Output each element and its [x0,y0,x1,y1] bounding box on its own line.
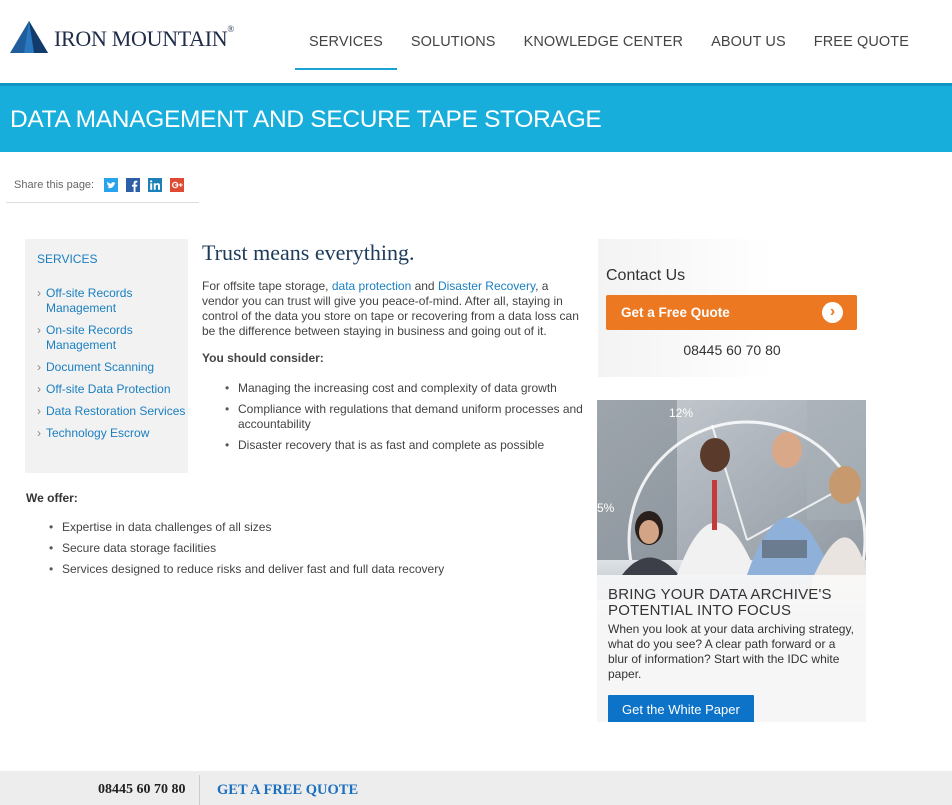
content-heading: Trust means everything. [202,240,415,265]
consider-heading: You should consider: [202,351,324,365]
contact-card [598,239,866,377]
brand-name: IRON MOUNTAIN® [54,24,234,51]
list-item: • Secure data storage facilities [48,541,546,556]
contact-phone: 08445 60 70 80 [683,342,781,358]
nav-solutions[interactable]: SOLUTIONS [410,34,496,50]
disaster-recovery-link[interactable]: Disaster Recovery [437,279,536,293]
twitter-icon[interactable] [104,178,118,192]
list-item: • Managing the increasing cost and complexity of data growth [224,381,584,396]
google-plus-icon[interactable] [170,178,184,192]
page-banner [0,83,952,152]
main-nav [295,0,923,83]
nav-free-quote[interactable]: FREE QUOTE [813,34,910,50]
facebook-icon[interactable] [126,178,140,192]
nav-services[interactable]: SERVICES [295,0,397,70]
footer-phone[interactable]: 08445 60 70 80 [98,782,186,797]
share-icons [104,178,192,192]
sticky-footer [0,771,952,805]
intro-paragraph: For offsite tape storage, data protection and Disaster Recovery, a vendor you can trust will give you peace-of-mind. After all, staying in control of the data you store on tape or recovering from a data loss can be the difference between staying in business and going out of it. [202,279,579,338]
list-item: • Disaster recovery that is as fast and complete as possible [224,438,584,453]
free-quote-button[interactable] [606,295,857,330]
list-item: • Expertise in data challenges of all sizes [48,520,546,535]
sidebar-title[interactable]: SERVICES [37,252,98,266]
chart-label-12: 12% [669,406,694,420]
site-header [0,0,952,83]
data-protection-link[interactable]: data protection [331,279,412,293]
sidebar-item-offsite-records[interactable]: › Off-site Records Management [37,286,188,316]
list-item: • Services designed to reduce risks and deliver fast and full data recovery [48,562,546,577]
main-content [202,240,587,459]
services-sidebar [25,239,188,473]
list-item: • Compliance with regulations that demand uniform processes and accountability [224,402,584,432]
page-title: DATA MANAGEMENT AND SECURE TAPE STORAGE [10,106,602,133]
iron-mountain-logo[interactable] [10,20,234,54]
footer-quote-link[interactable]: GET A FREE QUOTE [217,782,359,798]
linkedin-icon[interactable] [148,178,162,192]
footer-divider [199,775,200,805]
chart-label-5: 5% [597,501,615,515]
meeting-photo [597,400,866,600]
mountain-logo-icon [10,21,48,53]
promo-title: BRING YOUR DATA ARCHIVE'S POTENTIAL INTO FOCUS [608,586,832,619]
share-bar [6,172,199,203]
consider-list [224,381,584,453]
chevron-right-icon: › [822,302,843,323]
white-paper-promo [597,400,866,722]
promo-text-panel [597,575,866,722]
white-paper-button[interactable]: Get the White Paper [608,695,754,722]
sidebar-item-document-scanning[interactable]: › Document Scanning [37,360,188,375]
share-label: Share this page: [14,179,95,191]
sidebar-item-data-restoration[interactable]: › Data Restoration Services [37,404,188,419]
promo-description: When you look at your data archiving strategy, what do you see? A clear path forward or a blur of information? Start with the IDC white paper. [608,622,854,681]
free-quote-label: Get a Free Quote [621,305,730,320]
sidebar-item-onsite-records[interactable]: › On-site Records Management [37,323,188,353]
sidebar-list [37,286,188,441]
offer-heading: We offer: [26,491,78,505]
offer-section [26,491,546,583]
nav-knowledge-center[interactable]: KNOWLEDGE CENTER [523,34,684,50]
offer-list [48,520,546,577]
sidebar-item-offsite-data-protection[interactable]: › Off-site Data Protection [37,382,188,397]
contact-title: Contact Us [606,267,686,284]
nav-about-us[interactable]: ABOUT US [711,34,786,50]
sidebar-item-technology-escrow[interactable]: › Technology Escrow [37,426,188,441]
